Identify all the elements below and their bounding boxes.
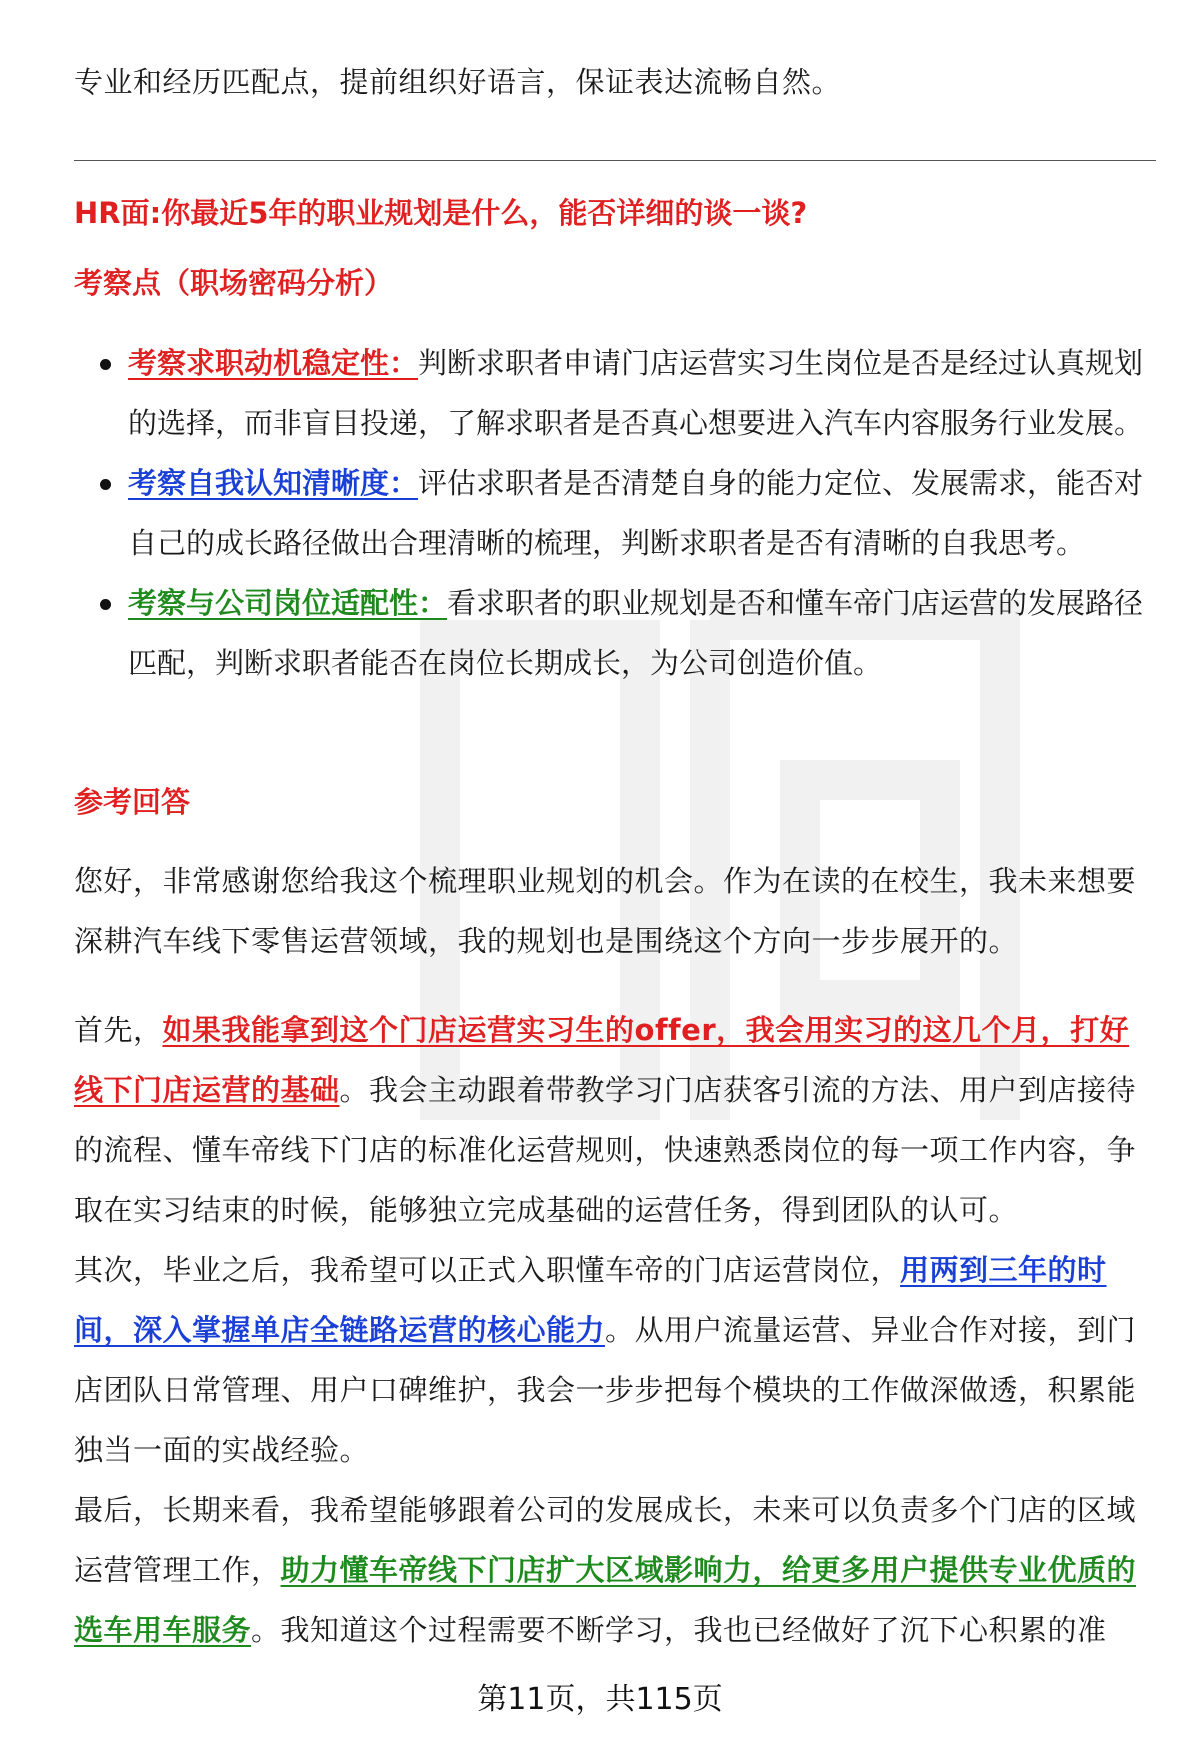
inspect-point-3	[74, 573, 1154, 693]
answer-text: 首先，	[74, 1013, 163, 1047]
reference-answer-heading: 参考回答	[74, 785, 191, 819]
answer-text: 其次，毕业之后，我希望可以正式入职懂车帝的门店运营岗位，	[74, 1253, 901, 1287]
inspect-point-lead: 考察自我认知清晰度：	[128, 466, 419, 500]
answer-paragraph-4	[74, 1480, 1154, 1660]
answer-emphasis: 用两到三年的时间，深入掌握单店全链路运营的核心能力	[74, 1253, 1107, 1347]
answer-paragraph-1: 您好，非常感谢您给我这个梳理职业规划的机会。作为在读的在校生，我未来想要深耕汽车线下零售运营领域，我的规划也是围绕这个方向一步步展开的。	[74, 864, 1137, 958]
answer-text: 最后，长期来看，我希望能够跟着公司的发展成长，未来可以负责多个门店的区域运营管理工作，	[74, 1493, 1137, 1587]
answer-paragraph-2	[74, 1000, 1154, 1240]
answer-paragraph-3	[74, 1240, 1154, 1480]
inspect-point-2	[74, 453, 1154, 573]
answer-text: 。从用户流量运营、异业合作对接，到门店团队日常管理、用户口碑维护，我会一步步把每个模块的工作做深做透，积累能独当一面的实战经验。	[74, 1313, 1137, 1467]
inspect-point-text: 评估求职者是否清楚自身的能力定位、发展需求，能否对自己的成长路径做出合理清晰的梳理，判断求职者是否有清晰的自我思考。	[128, 466, 1144, 560]
answer-body	[74, 1000, 1154, 1660]
inspect-points-list	[74, 333, 1154, 693]
bullet-dot-icon	[100, 359, 111, 370]
answer-text: 。我会主动跟着带教学习门店获客引流的方法、用户到店接待的流程、懂车帝线下门店的标准化运营规则，快速熟悉岗位的每一项工作内容，争取在实习结束的时候，能够独立完成基础的运营任务，得到团队的认可。	[74, 1073, 1137, 1227]
answer-emphasis: 如果我能拿到这个门店运营实习生的offer，我会用实习的这几个月，打好线下门店运营的基础	[74, 1013, 1130, 1107]
answer-emphasis: 助力懂车帝线下门店扩大区域影响力，给更多用户提供专业优质的选车用车服务	[74, 1553, 1137, 1647]
inspect-point-text: 看求职者的职业规划是否和懂车帝门店运营的发展路径匹配，判断求职者能否在岗位长期成长，为公司创造价值。	[128, 586, 1144, 680]
bullet-dot-icon	[100, 599, 111, 610]
inspect-point-text: 判断求职者申请门店运营实习生岗位是否是经过认真规划的选择，而非盲目投递，了解求职者是否真心想要进入汽车内容服务行业发展。	[128, 346, 1144, 440]
intro-paragraph: 专业和经历匹配点，提前组织好语言，保证表达流畅自然。	[74, 65, 842, 99]
inspect-points-heading: 考察点（职场密码分析）	[74, 266, 394, 300]
inspect-point-lead: 考察与公司岗位适配性：	[128, 586, 448, 620]
inspect-point-lead: 考察求职动机稳定性：	[128, 346, 419, 380]
section-divider	[74, 160, 1156, 161]
bullet-dot-icon	[100, 479, 111, 490]
question-heading: HR面:你最近5年的职业规划是什么，能否详细的谈一谈?	[74, 196, 808, 230]
page-footer: 第11页，共115页	[477, 1682, 723, 1717]
inspect-point-1	[74, 333, 1154, 453]
answer-text: 。我知道这个过程需要不断学习，我也已经做好了沉下心积累的准	[251, 1613, 1107, 1647]
